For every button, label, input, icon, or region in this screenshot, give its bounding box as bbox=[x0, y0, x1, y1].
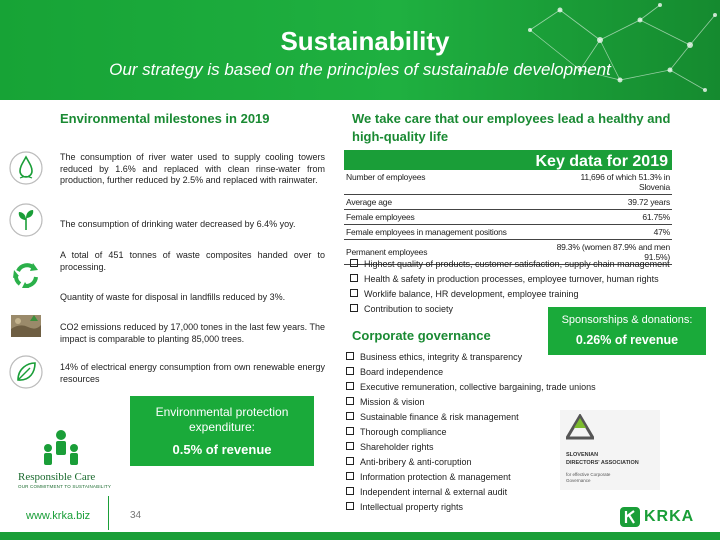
row-value: 47% bbox=[548, 225, 672, 240]
krka-k-icon bbox=[620, 507, 640, 527]
footer-divider bbox=[108, 496, 109, 530]
row-value: 89.3% (women 87.9% and men 91.5%) bbox=[548, 240, 672, 265]
row-label: Permanent employees bbox=[344, 240, 548, 265]
sda-line2: DIRECTORS' ASSOCIATION bbox=[566, 460, 639, 466]
checkbox-icon bbox=[346, 457, 354, 465]
row-label: Female employees in management positions bbox=[344, 225, 548, 240]
responsible-care-name: Responsible Care bbox=[18, 471, 96, 483]
list-item: Shareholder rights bbox=[346, 440, 596, 455]
env-item-landfill: Quantity of waste for disposal in landfills reduced by 3%. bbox=[60, 292, 286, 302]
list-item: Independent internal & external audit bbox=[346, 485, 596, 500]
checkbox-icon bbox=[346, 427, 354, 435]
page-subtitle: Our strategy is based on the principles of sustainable development bbox=[109, 60, 611, 79]
list-item: Worklife balance, HR development, employee training bbox=[350, 287, 670, 302]
row-label: Average age bbox=[344, 195, 548, 210]
expenditure-label: Environmental protection expenditure: bbox=[155, 405, 289, 434]
employees-heading: We take care that our employees lead a healthy and high-quality life bbox=[352, 111, 671, 144]
checkbox-icon bbox=[346, 502, 354, 510]
list-item: Thorough compliance bbox=[346, 425, 596, 440]
list-item: Executive remuneration, collective bargaining, trade unions bbox=[346, 380, 596, 395]
list-item: Health & safety in production processes, employee turnover, human rights bbox=[350, 272, 670, 287]
checkbox-icon bbox=[346, 487, 354, 495]
seedling-icon bbox=[8, 202, 44, 238]
page-title: Sustainability bbox=[280, 26, 450, 56]
list-item: Business ethics, integrity & transparency bbox=[346, 350, 596, 365]
list-item: Board independence bbox=[346, 365, 596, 380]
checkbox-icon bbox=[346, 382, 354, 390]
checkbox-icon bbox=[346, 352, 354, 360]
list-item: Anti-bribery & anti-coruption bbox=[346, 455, 596, 470]
footer-url[interactable]: www.krka.biz bbox=[26, 510, 91, 522]
table-row bbox=[344, 195, 672, 210]
sponsorship-label: Sponsorships & donations: bbox=[561, 314, 693, 326]
checkbox-icon bbox=[346, 412, 354, 420]
table-row bbox=[344, 170, 672, 195]
checkbox-icon bbox=[346, 367, 354, 375]
env-item-waste-composites: A total of 451 tonnes of waste composites handed over to processing. bbox=[60, 250, 325, 272]
checkbox-icon bbox=[346, 472, 354, 480]
sda-line4: Governance bbox=[566, 478, 591, 483]
checkbox-icon bbox=[350, 274, 358, 282]
landfill-icon bbox=[8, 307, 44, 343]
page-number: 34 bbox=[130, 510, 142, 521]
list-item: Information protection & management bbox=[346, 470, 596, 485]
key-data-table bbox=[344, 170, 672, 265]
checkbox-icon bbox=[346, 442, 354, 450]
water-drop-icon bbox=[8, 150, 44, 186]
checkbox-icon bbox=[350, 304, 358, 312]
env-item-river-water: The consumption of river water used to supply cooling towers reduced by 1.6% and replaced with clean rinse-water from production, further reduced by 2.5% and replaced with rainwater. bbox=[60, 152, 325, 185]
row-value: 39.72 years bbox=[548, 195, 672, 210]
sponsorship-value: 0.26% of revenue bbox=[575, 333, 679, 347]
env-item-co2: CO2 emissions reduced by 17,000 tones in the last few years. The impact is comparable to planting 85,000 trees. bbox=[60, 322, 325, 344]
list-item: Intellectual property rights bbox=[346, 500, 596, 515]
environment-heading: Environmental milestones in 2019 bbox=[60, 111, 270, 126]
responsible-care-logo bbox=[40, 428, 82, 470]
sda-logo bbox=[560, 410, 660, 490]
env-item-drinking-water: The consumption of drinking water decreased by 6.4% yoy. bbox=[60, 219, 296, 229]
krka-brand: KRKA bbox=[644, 508, 695, 525]
expenditure-value: 0.5% of revenue bbox=[172, 442, 272, 457]
governance-heading: Corporate governance bbox=[352, 328, 491, 343]
list-item: Sustainable finance & risk management bbox=[346, 410, 596, 425]
checkbox-icon bbox=[350, 259, 358, 267]
row-label: Number of employees bbox=[344, 170, 548, 195]
header-banner bbox=[0, 0, 720, 100]
row-label: Female employees bbox=[344, 210, 548, 225]
checkbox-icon bbox=[350, 289, 358, 297]
footer-bar bbox=[0, 532, 720, 540]
list-item: Contribution to society bbox=[350, 302, 670, 317]
list-item: Mission & vision bbox=[346, 395, 596, 410]
sda-triangle-icon bbox=[566, 414, 594, 440]
sda-line1: SLOVENIAN bbox=[566, 452, 599, 458]
row-value: 11,696 of which 51.3% in Slovenia bbox=[548, 170, 672, 195]
recycle-icon bbox=[8, 257, 44, 293]
environment-expenditure-box bbox=[130, 396, 314, 466]
table-row bbox=[344, 225, 672, 240]
key-data-title: Key data for 2019 bbox=[344, 150, 672, 170]
checkbox-icon bbox=[346, 397, 354, 405]
responsible-care-tagline: OUR COMMITMENT TO SUSTAINABILITY bbox=[18, 484, 112, 489]
row-value: 61.75% bbox=[548, 210, 672, 225]
leaf-energy-icon bbox=[8, 354, 44, 390]
sponsorship-box bbox=[548, 307, 706, 355]
table-row bbox=[344, 210, 672, 225]
env-item-renewable-energy: 14% of electrical energy consumption from own renewable energy resources bbox=[60, 362, 325, 384]
list-item: Highest quality of products, customer satisfaction, supply chain management bbox=[350, 257, 670, 272]
sda-line3: for effective Corporate bbox=[566, 472, 611, 477]
governance-bullet-list bbox=[346, 350, 599, 515]
